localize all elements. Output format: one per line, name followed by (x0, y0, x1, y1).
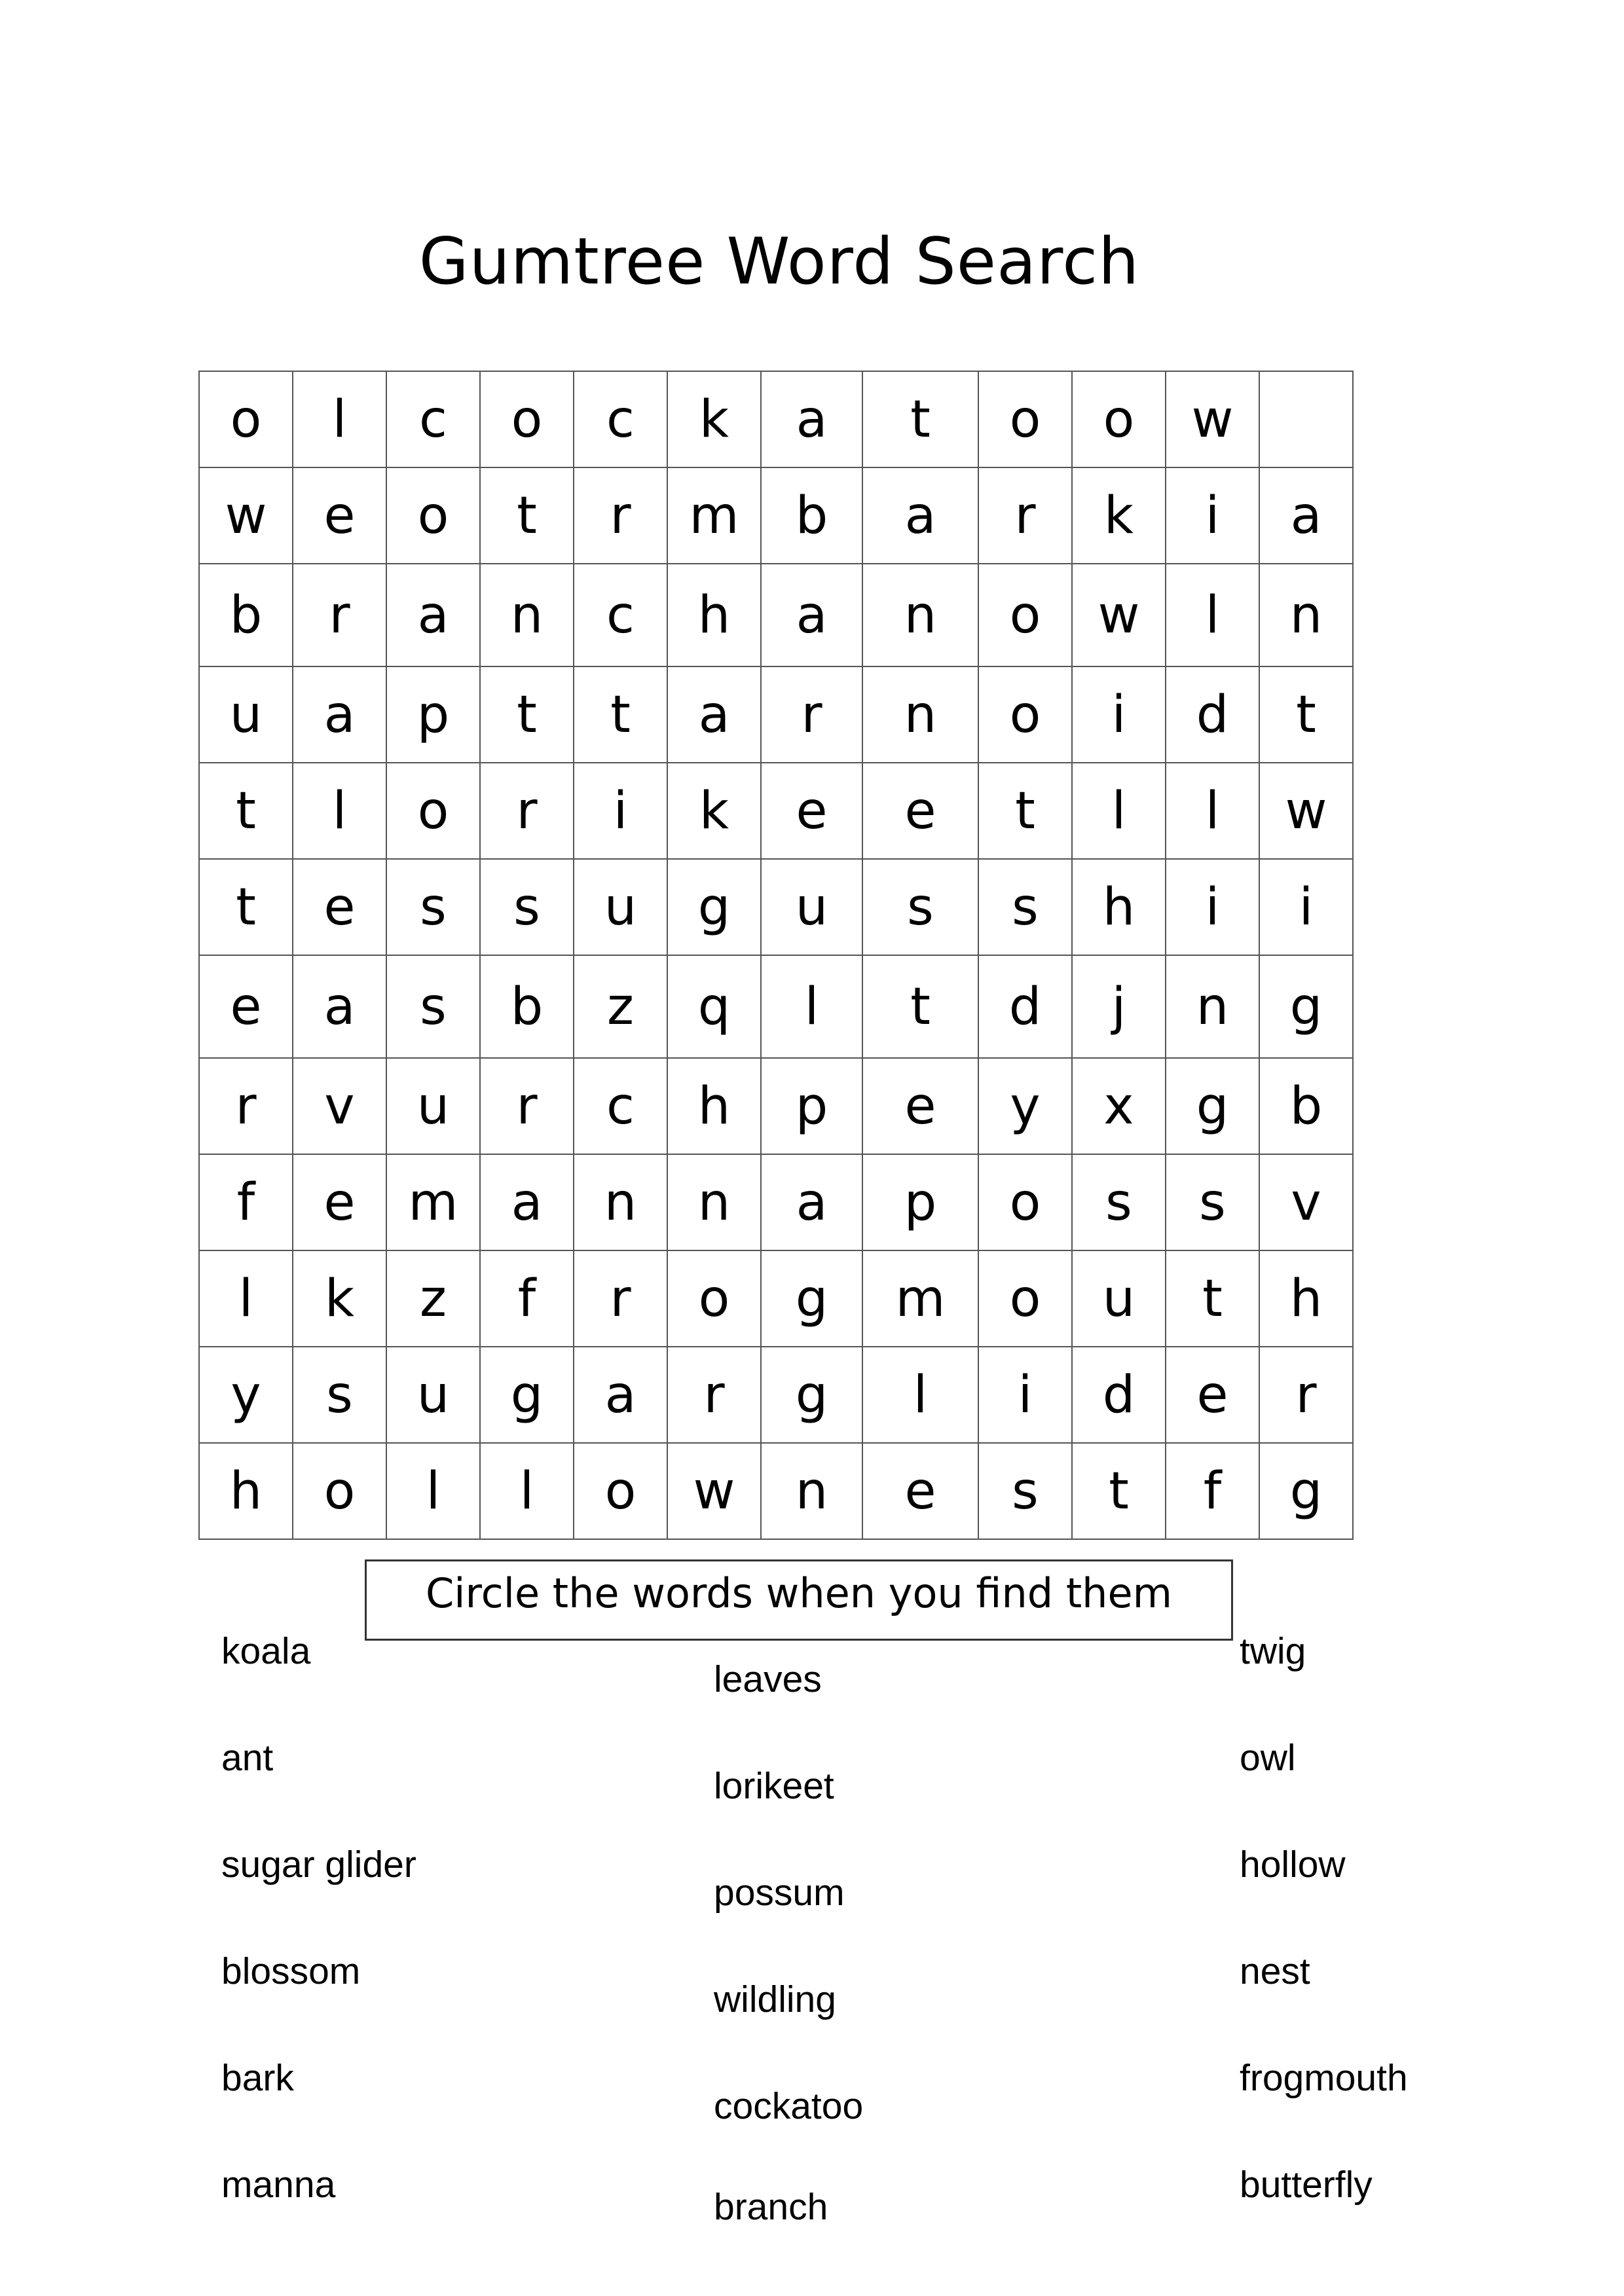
grid-cell[interactable]: s (386, 859, 480, 955)
word-item: sugar glider (221, 1844, 416, 1886)
grid-cell[interactable]: r (293, 564, 386, 666)
grid-cell[interactable]: o (480, 371, 574, 467)
grid-cell[interactable]: e (761, 763, 862, 859)
grid-cell[interactable]: z (574, 955, 667, 1058)
grid-cell[interactable]: e (1166, 1347, 1259, 1443)
grid-cell[interactable]: m (386, 1154, 480, 1250)
grid-cell[interactable]: u (1072, 1250, 1166, 1347)
grid-cell[interactable]: r (1259, 1347, 1353, 1443)
grid-cell[interactable]: n (1259, 564, 1353, 666)
grid-cell[interactable]: o (293, 1443, 386, 1539)
grid-cell[interactable]: b (1259, 1058, 1353, 1154)
grid-cell[interactable]: a (480, 1154, 574, 1250)
grid-cell[interactable] (1259, 371, 1353, 467)
grid-cell[interactable]: m (667, 467, 761, 564)
grid-cell[interactable]: e (293, 859, 386, 955)
grid-cell[interactable]: m (862, 1250, 978, 1347)
grid-cell[interactable]: c (386, 371, 480, 467)
grid-cell[interactable]: t (1259, 666, 1353, 763)
grid-cell[interactable]: q (667, 955, 761, 1058)
grid-cell[interactable]: s (978, 859, 1072, 955)
grid-cell[interactable]: k (667, 371, 761, 467)
grid-row (199, 955, 1353, 1058)
grid-cell[interactable]: a (761, 1154, 862, 1250)
word-search-grid (198, 371, 1354, 1540)
grid-cell[interactable]: o (978, 666, 1072, 763)
grid-row (199, 666, 1353, 763)
grid-cell[interactable]: s (386, 955, 480, 1058)
grid-cell[interactable]: b (199, 564, 293, 666)
grid-cell[interactable]: f (480, 1250, 574, 1347)
grid-cell[interactable]: b (761, 467, 862, 564)
grid-cell[interactable]: c (574, 371, 667, 467)
word-item: twig (1240, 1630, 1306, 1672)
grid-cell[interactable]: l (862, 1347, 978, 1443)
grid-cell[interactable]: p (862, 1154, 978, 1250)
grid-cell[interactable]: e (293, 467, 386, 564)
grid-cell[interactable]: w (1166, 371, 1259, 467)
grid-cell[interactable]: o (386, 467, 480, 564)
grid-cell[interactable]: o (667, 1250, 761, 1347)
grid-cell[interactable]: g (761, 1250, 862, 1347)
grid-cell[interactable]: a (574, 1347, 667, 1443)
grid-cell[interactable]: a (1259, 467, 1353, 564)
grid-cell[interactable]: e (862, 1058, 978, 1154)
grid-cell[interactable]: y (199, 1347, 293, 1443)
grid-cell[interactable]: s (1072, 1154, 1166, 1250)
grid-cell[interactable]: a (293, 666, 386, 763)
grid-cell[interactable]: d (978, 955, 1072, 1058)
grid-cell[interactable]: k (1072, 467, 1166, 564)
word-item: cockatoo (714, 2085, 864, 2127)
grid-cell[interactable]: o (199, 371, 293, 467)
word-item: leaves (714, 1658, 822, 1700)
word-item: nest (1240, 1950, 1310, 1992)
grid-cell[interactable]: p (761, 1058, 862, 1154)
grid-cell[interactable]: w (1259, 763, 1353, 859)
grid-cell[interactable]: g (480, 1347, 574, 1443)
grid-cell[interactable]: o (386, 763, 480, 859)
grid-cell[interactable]: i (1072, 666, 1166, 763)
word-item: manna (221, 2164, 336, 2206)
grid-row (199, 1250, 1353, 1347)
grid-cell[interactable]: e (862, 763, 978, 859)
grid-cell[interactable]: t (480, 666, 574, 763)
word-item: wildling (714, 1978, 836, 2020)
grid-cell[interactable]: n (761, 1443, 862, 1539)
grid-cell[interactable]: t (978, 763, 1072, 859)
grid-cell[interactable]: u (574, 859, 667, 955)
grid-cell[interactable]: i (1166, 859, 1259, 955)
grid-row (199, 1154, 1353, 1250)
grid-cell[interactable]: c (574, 564, 667, 666)
grid-cell[interactable]: r (199, 1058, 293, 1154)
grid-cell[interactable]: u (386, 1347, 480, 1443)
grid-cell[interactable]: k (293, 1250, 386, 1347)
word-item: butterfly (1240, 2164, 1373, 2206)
grid-cell[interactable]: o (978, 564, 1072, 666)
grid-cell[interactable]: i (1166, 467, 1259, 564)
word-item: owl (1240, 1737, 1296, 1779)
grid-cell[interactable]: l (1072, 763, 1166, 859)
grid-row (199, 859, 1353, 955)
word-item: blossom (221, 1950, 361, 1992)
grid-cell[interactable]: d (1072, 1347, 1166, 1443)
grid-cell[interactable]: l (1166, 763, 1259, 859)
grid-cell[interactable]: y (978, 1058, 1072, 1154)
word-item: koala (221, 1630, 311, 1672)
grid-row (199, 564, 1353, 666)
grid-cell[interactable]: u (761, 859, 862, 955)
grid-cell[interactable]: l (293, 763, 386, 859)
grid-cell[interactable]: o (978, 1154, 1072, 1250)
grid-cell[interactable]: t (199, 859, 293, 955)
grid-cell[interactable]: d (1166, 666, 1259, 763)
grid-cell[interactable]: l (480, 1443, 574, 1539)
grid-cell[interactable]: t (862, 371, 978, 467)
grid-cell[interactable]: l (386, 1443, 480, 1539)
grid-cell[interactable]: g (1259, 1443, 1353, 1539)
grid-cell[interactable]: o (978, 371, 1072, 467)
grid-cell[interactable]: r (761, 666, 862, 763)
word-item: branch (714, 2186, 828, 2228)
grid-cell[interactable]: h (199, 1443, 293, 1539)
word-item: possum (714, 1872, 845, 1914)
grid-cell[interactable]: p (386, 666, 480, 763)
grid-cell[interactable]: a (667, 666, 761, 763)
grid-cell[interactable]: l (293, 371, 386, 467)
grid-cell[interactable]: j (1072, 955, 1166, 1058)
grid-cell[interactable]: n (862, 666, 978, 763)
word-item: ant (221, 1737, 274, 1779)
grid-cell[interactable]: r (480, 1058, 574, 1154)
grid-cell[interactable]: a (761, 371, 862, 467)
grid-cell[interactable]: t (574, 666, 667, 763)
grid-cell[interactable]: a (293, 955, 386, 1058)
grid-cell[interactable]: n (574, 1154, 667, 1250)
grid-cell[interactable]: t (862, 955, 978, 1058)
grid-cell[interactable]: s (978, 1443, 1072, 1539)
grid-cell[interactable]: s (862, 859, 978, 955)
grid-cell[interactable]: u (199, 666, 293, 763)
word-item: lorikeet (714, 1765, 834, 1807)
grid-row (199, 467, 1353, 564)
grid-cell[interactable]: w (1072, 564, 1166, 666)
grid-cell[interactable]: t (480, 467, 574, 564)
grid-cell[interactable]: w (199, 467, 293, 564)
grid-cell[interactable]: o (574, 1443, 667, 1539)
grid-cell[interactable]: i (978, 1347, 1072, 1443)
grid-cell[interactable]: s (293, 1347, 386, 1443)
grid-cell[interactable]: z (386, 1250, 480, 1347)
grid-cell[interactable]: i (1259, 859, 1353, 955)
grid-cell[interactable]: b (480, 955, 574, 1058)
grid-cell[interactable]: e (293, 1154, 386, 1250)
grid-cell[interactable]: h (667, 1058, 761, 1154)
grid-cell[interactable]: t (1166, 1250, 1259, 1347)
grid-cell[interactable]: s (1166, 1154, 1259, 1250)
grid-cell[interactable]: f (1166, 1443, 1259, 1539)
grid-cell[interactable]: r (574, 467, 667, 564)
grid-cell[interactable]: o (978, 1250, 1072, 1347)
page-title: Gumtree Word Search (418, 225, 1140, 299)
grid-cell[interactable]: t (1072, 1443, 1166, 1539)
grid-cell[interactable]: h (667, 564, 761, 666)
word-item: frogmouth (1240, 2057, 1408, 2099)
grid-cell[interactable]: l (199, 1250, 293, 1347)
grid-cell[interactable]: e (199, 955, 293, 1058)
grid-cell[interactable]: v (1259, 1154, 1353, 1250)
grid-row (199, 1347, 1353, 1443)
grid-cell[interactable]: k (667, 763, 761, 859)
grid-cell[interactable]: g (1166, 1058, 1259, 1154)
grid-cell[interactable]: n (667, 1154, 761, 1250)
grid-cell[interactable]: n (862, 564, 978, 666)
grid-cell[interactable]: v (293, 1058, 386, 1154)
grid-cell[interactable]: l (1166, 564, 1259, 666)
grid-cell[interactable]: u (386, 1058, 480, 1154)
grid-cell[interactable]: x (1072, 1058, 1166, 1154)
grid-cell[interactable]: s (480, 859, 574, 955)
grid-row (199, 1058, 1353, 1154)
grid-cell[interactable]: g (667, 859, 761, 955)
grid-cell[interactable]: o (1072, 371, 1166, 467)
grid-cell[interactable]: w (667, 1443, 761, 1539)
grid-cell[interactable]: t (199, 763, 293, 859)
grid-cell[interactable]: g (1259, 955, 1353, 1058)
grid-row (199, 1443, 1353, 1539)
grid-cell[interactable]: a (761, 564, 862, 666)
grid-cell[interactable]: a (386, 564, 480, 666)
grid-cell[interactable]: c (574, 1058, 667, 1154)
grid-row (199, 763, 1353, 859)
grid-cell[interactable]: l (761, 955, 862, 1058)
grid-cell[interactable]: r (667, 1347, 761, 1443)
grid-cell[interactable]: a (862, 467, 978, 564)
grid-cell[interactable]: h (1072, 859, 1166, 955)
grid-cell[interactable]: e (862, 1443, 978, 1539)
grid-cell[interactable]: i (574, 763, 667, 859)
word-item: hollow (1240, 1844, 1346, 1886)
grid-cell[interactable]: r (978, 467, 1072, 564)
grid-cell[interactable]: f (199, 1154, 293, 1250)
grid-cell[interactable]: r (574, 1250, 667, 1347)
instruction-box: Circle the words when you find them (365, 1559, 1233, 1641)
grid-cell[interactable]: n (1166, 955, 1259, 1058)
grid-cell[interactable]: r (480, 763, 574, 859)
grid-cell[interactable]: n (480, 564, 574, 666)
grid-cell[interactable]: h (1259, 1250, 1353, 1347)
grid-cell[interactable]: g (761, 1347, 862, 1443)
word-item: bark (221, 2057, 294, 2099)
grid-row (199, 371, 1353, 467)
